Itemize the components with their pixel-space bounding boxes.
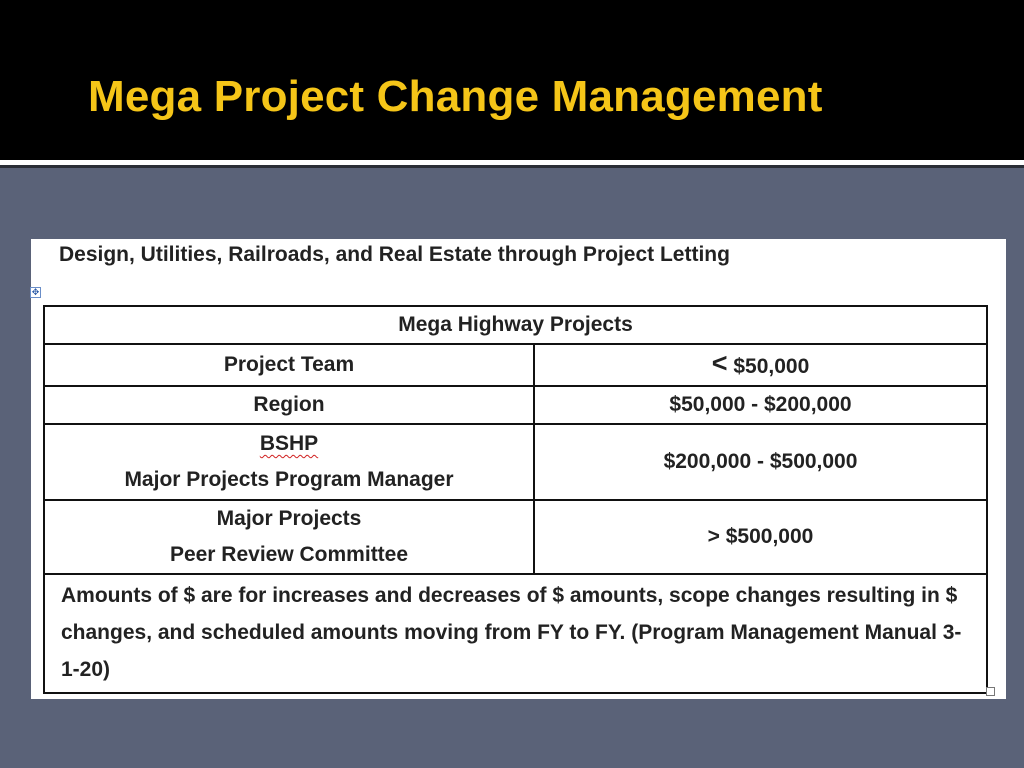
table-header-row bbox=[44, 306, 987, 344]
amount-range: $50,000 bbox=[733, 355, 810, 378]
table-header-cell: Mega Highway Projects bbox=[44, 306, 987, 344]
slide-title: Mega Project Change Management bbox=[88, 72, 823, 121]
table-note: Amounts of $ are for increases and decreases of $ amounts, scope changes resulting in $ changes, and scheduled amounts moving from FY to FY. (Program Management Manual 3-1-20) bbox=[44, 574, 987, 693]
approver-cell bbox=[44, 424, 534, 500]
amount-range-cell bbox=[534, 386, 987, 424]
amount-range: $50,000 - $200,000 bbox=[669, 393, 852, 416]
slide-title-bar bbox=[0, 0, 1024, 160]
table-row bbox=[44, 386, 987, 424]
table-row bbox=[44, 500, 987, 574]
approver-sublabel: Major Projects Program Manager bbox=[124, 468, 454, 491]
amount-range: > $500,000 bbox=[707, 525, 814, 548]
approval-thresholds-table bbox=[43, 305, 988, 694]
table-row bbox=[44, 424, 987, 500]
document-heading: Design, Utilities, Railroads, and Real Estate through Project Letting bbox=[59, 243, 730, 266]
approver-cell bbox=[44, 500, 534, 574]
approver-label: BSHP bbox=[259, 432, 319, 455]
approver-cell bbox=[44, 344, 534, 386]
approver-label: Region bbox=[253, 393, 325, 416]
amount-range-cell bbox=[534, 424, 987, 500]
approver-cell bbox=[44, 386, 534, 424]
resize-handle-icon[interactable] bbox=[986, 687, 995, 696]
embedded-document[interactable] bbox=[31, 239, 1006, 699]
table-note-row bbox=[44, 574, 987, 693]
approver-label: Major Projects bbox=[216, 507, 362, 530]
amount-range-cell bbox=[534, 344, 987, 386]
table-move-handle-icon[interactable]: ✥ bbox=[31, 287, 40, 297]
less-than-symbol: < bbox=[711, 348, 728, 378]
amount-range: $200,000 - $500,000 bbox=[663, 450, 858, 473]
amount-range-cell bbox=[534, 500, 987, 574]
approver-label: Project Team bbox=[223, 353, 355, 376]
table-row bbox=[44, 344, 987, 386]
title-divider-shadow bbox=[0, 165, 1024, 168]
approver-sublabel: Peer Review Committee bbox=[169, 543, 409, 566]
